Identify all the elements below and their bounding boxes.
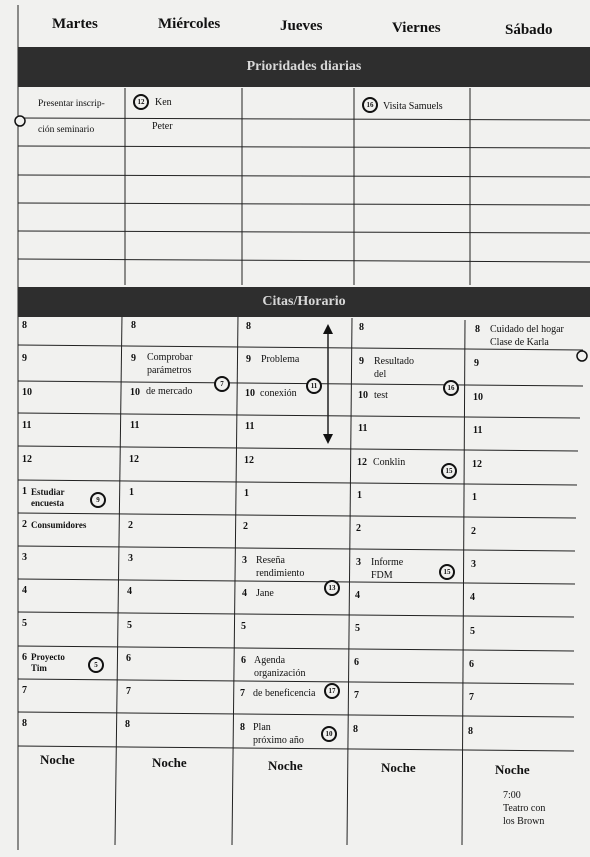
hour-label: 6: [354, 657, 359, 668]
hour-label: 11: [358, 423, 368, 434]
entry-jueves-6-line1: Agenda: [254, 655, 286, 666]
hour-label: 2: [22, 519, 27, 530]
entry-badge: 17: [324, 683, 340, 699]
day-header-jueves: Jueves: [280, 18, 323, 34]
hour-label: 10: [22, 387, 32, 398]
entry-martes-1: Estudiar encuesta: [31, 487, 65, 508]
entry-badge: 9: [90, 492, 106, 508]
hour-label: 3: [356, 557, 361, 568]
hour-label: 8: [22, 320, 27, 331]
hour-label: 3: [22, 552, 27, 563]
hour-label: 8: [475, 324, 480, 335]
hour-label: 8: [131, 320, 136, 331]
hour-label: 9: [22, 353, 27, 364]
day-header-miercoles: Miércoles: [158, 16, 221, 32]
hour-label: 10: [130, 387, 140, 398]
hour-label: 11: [473, 425, 483, 436]
hour-label: 5: [355, 623, 360, 634]
hour-label: 4: [470, 592, 475, 603]
appointments-band: Citas/Horario: [18, 287, 590, 317]
entry-jueves-3-line1: Reseña: [256, 555, 285, 566]
hour-label: 6: [469, 659, 474, 670]
hour-label: 7: [240, 688, 245, 699]
day-header-martes: Martes: [52, 16, 98, 32]
entry-sabado-8-line2: Clase de Karla: [490, 337, 549, 348]
hour-label: 12: [22, 454, 32, 465]
hour-label: 8: [468, 726, 473, 737]
hour-label: 9: [474, 358, 479, 369]
priority-badge: 16: [362, 97, 378, 113]
hour-label: 8: [246, 321, 251, 332]
hour-label: 2: [471, 526, 476, 537]
hour-label: 11: [22, 420, 32, 431]
hour-label: 10: [358, 390, 368, 401]
hour-label: 12: [129, 454, 139, 465]
priority-martes-line1: Presentar inscrip-: [38, 99, 105, 109]
entry-jueves-4: Jane: [256, 588, 274, 599]
entry-badge: 15: [441, 463, 457, 479]
entry-viernes-3-line1: Informe: [371, 557, 404, 568]
hour-label: 3: [128, 553, 133, 564]
entry-jueves-7: de beneficencia: [253, 688, 316, 699]
hour-label: 3: [242, 555, 247, 566]
entry-viernes-9-line2: del: [374, 369, 387, 380]
priority-viernes-line1: Visita Samuels: [383, 101, 443, 112]
night-sabado-line2: Teatro con: [503, 803, 546, 814]
night-sabado-line3: los Brown: [503, 816, 545, 827]
night-sabado-line1: 7:00: [503, 790, 521, 801]
hour-label: 5: [241, 621, 246, 632]
hour-label: 4: [127, 586, 132, 597]
night-label-miercoles: Noche: [152, 755, 187, 770]
entry-jueves-3-line2: rendimiento: [256, 568, 305, 579]
entry-martes-2: Consumidores: [31, 520, 87, 530]
entry-jueves-8-line2: próximo año: [253, 735, 304, 746]
entry-badge: 16: [443, 380, 459, 396]
hour-label: 12: [244, 455, 254, 466]
priority-martes-line2: ción seminario: [38, 125, 95, 135]
hour-label: 2: [128, 520, 133, 531]
hour-label: 7: [126, 686, 131, 697]
hour-label: 6: [22, 652, 27, 663]
hour-label: 7: [354, 690, 359, 701]
hour-label: 5: [127, 620, 132, 631]
hour-label: 5: [470, 626, 475, 637]
night-label-viernes: Noche: [381, 760, 416, 775]
hour-label: 8: [240, 722, 245, 733]
hour-label: 1: [244, 488, 249, 499]
entry-jueves-10: conexión: [260, 388, 297, 399]
entry-viernes-3-line2: FDM: [371, 570, 393, 581]
entry-miercoles-9-line2: parámetros: [147, 365, 192, 376]
hour-label: 7: [22, 685, 27, 696]
hour-label: 6: [241, 655, 246, 666]
hour-label: 1: [472, 492, 477, 503]
priorities-band: Prioridades diarias: [18, 47, 590, 87]
hour-label: 8: [22, 718, 27, 729]
night-label-jueves: Noche: [268, 758, 303, 773]
priority-badge: 12: [133, 94, 149, 110]
entry-badge: 15: [439, 564, 455, 580]
hour-label: 5: [22, 618, 27, 629]
hour-label: 4: [22, 585, 27, 596]
hour-label: 1: [129, 487, 134, 498]
entry-martes-6: Proyecto Tim: [31, 652, 65, 673]
hour-label: 12: [357, 457, 367, 468]
entry-jueves-6-line2: organización: [254, 668, 306, 679]
night-label-martes: Noche: [40, 752, 75, 767]
hour-label: 9: [131, 353, 136, 364]
night-label-sabado: Noche: [495, 762, 530, 777]
hour-label: 9: [359, 356, 364, 367]
entry-jueves-8-line1: Plan: [253, 722, 271, 733]
hour-label: 11: [245, 421, 255, 432]
hour-label: 8: [353, 724, 358, 735]
hour-label: 2: [356, 523, 361, 534]
hour-label: 8: [125, 719, 130, 730]
hour-label: 11: [130, 420, 140, 431]
hour-label: 3: [471, 559, 476, 570]
entry-miercoles-9-line1: Comprobar: [147, 352, 193, 363]
hour-label: 7: [469, 692, 474, 703]
priority-miercoles-line1: Ken: [155, 97, 172, 108]
hour-label: 12: [472, 459, 482, 470]
hour-label: 1: [22, 486, 27, 497]
hour-label: 10: [245, 388, 255, 399]
entry-badge: 11: [306, 378, 322, 394]
day-header-sabado: Sábado: [505, 22, 553, 38]
hour-label: 6: [126, 653, 131, 664]
hour-label: 2: [243, 521, 248, 532]
entry-badge: 10: [321, 726, 337, 742]
entry-viernes-12: Conklin: [373, 457, 406, 468]
entry-viernes-9-line1: Resultado: [374, 356, 414, 367]
day-header-viernes: Viernes: [392, 20, 441, 36]
entry-miercoles-10: de mercado: [146, 386, 193, 397]
priority-miercoles-line2: Peter: [152, 121, 173, 132]
entry-jueves-9: Problema: [261, 354, 300, 365]
hour-label: 4: [355, 590, 360, 601]
entry-viernes-10: test: [374, 390, 388, 401]
hour-label: 9: [246, 354, 251, 365]
hour-label: 10: [473, 392, 483, 403]
entry-badge: 13: [324, 580, 340, 596]
entry-sabado-8-line1: Cuidado del hogar: [490, 324, 564, 335]
hour-label: 8: [359, 322, 364, 333]
entry-badge: 7: [214, 376, 230, 392]
entry-badge: 5: [88, 657, 104, 673]
hour-label: 4: [242, 588, 247, 599]
hour-label: 1: [357, 490, 362, 501]
